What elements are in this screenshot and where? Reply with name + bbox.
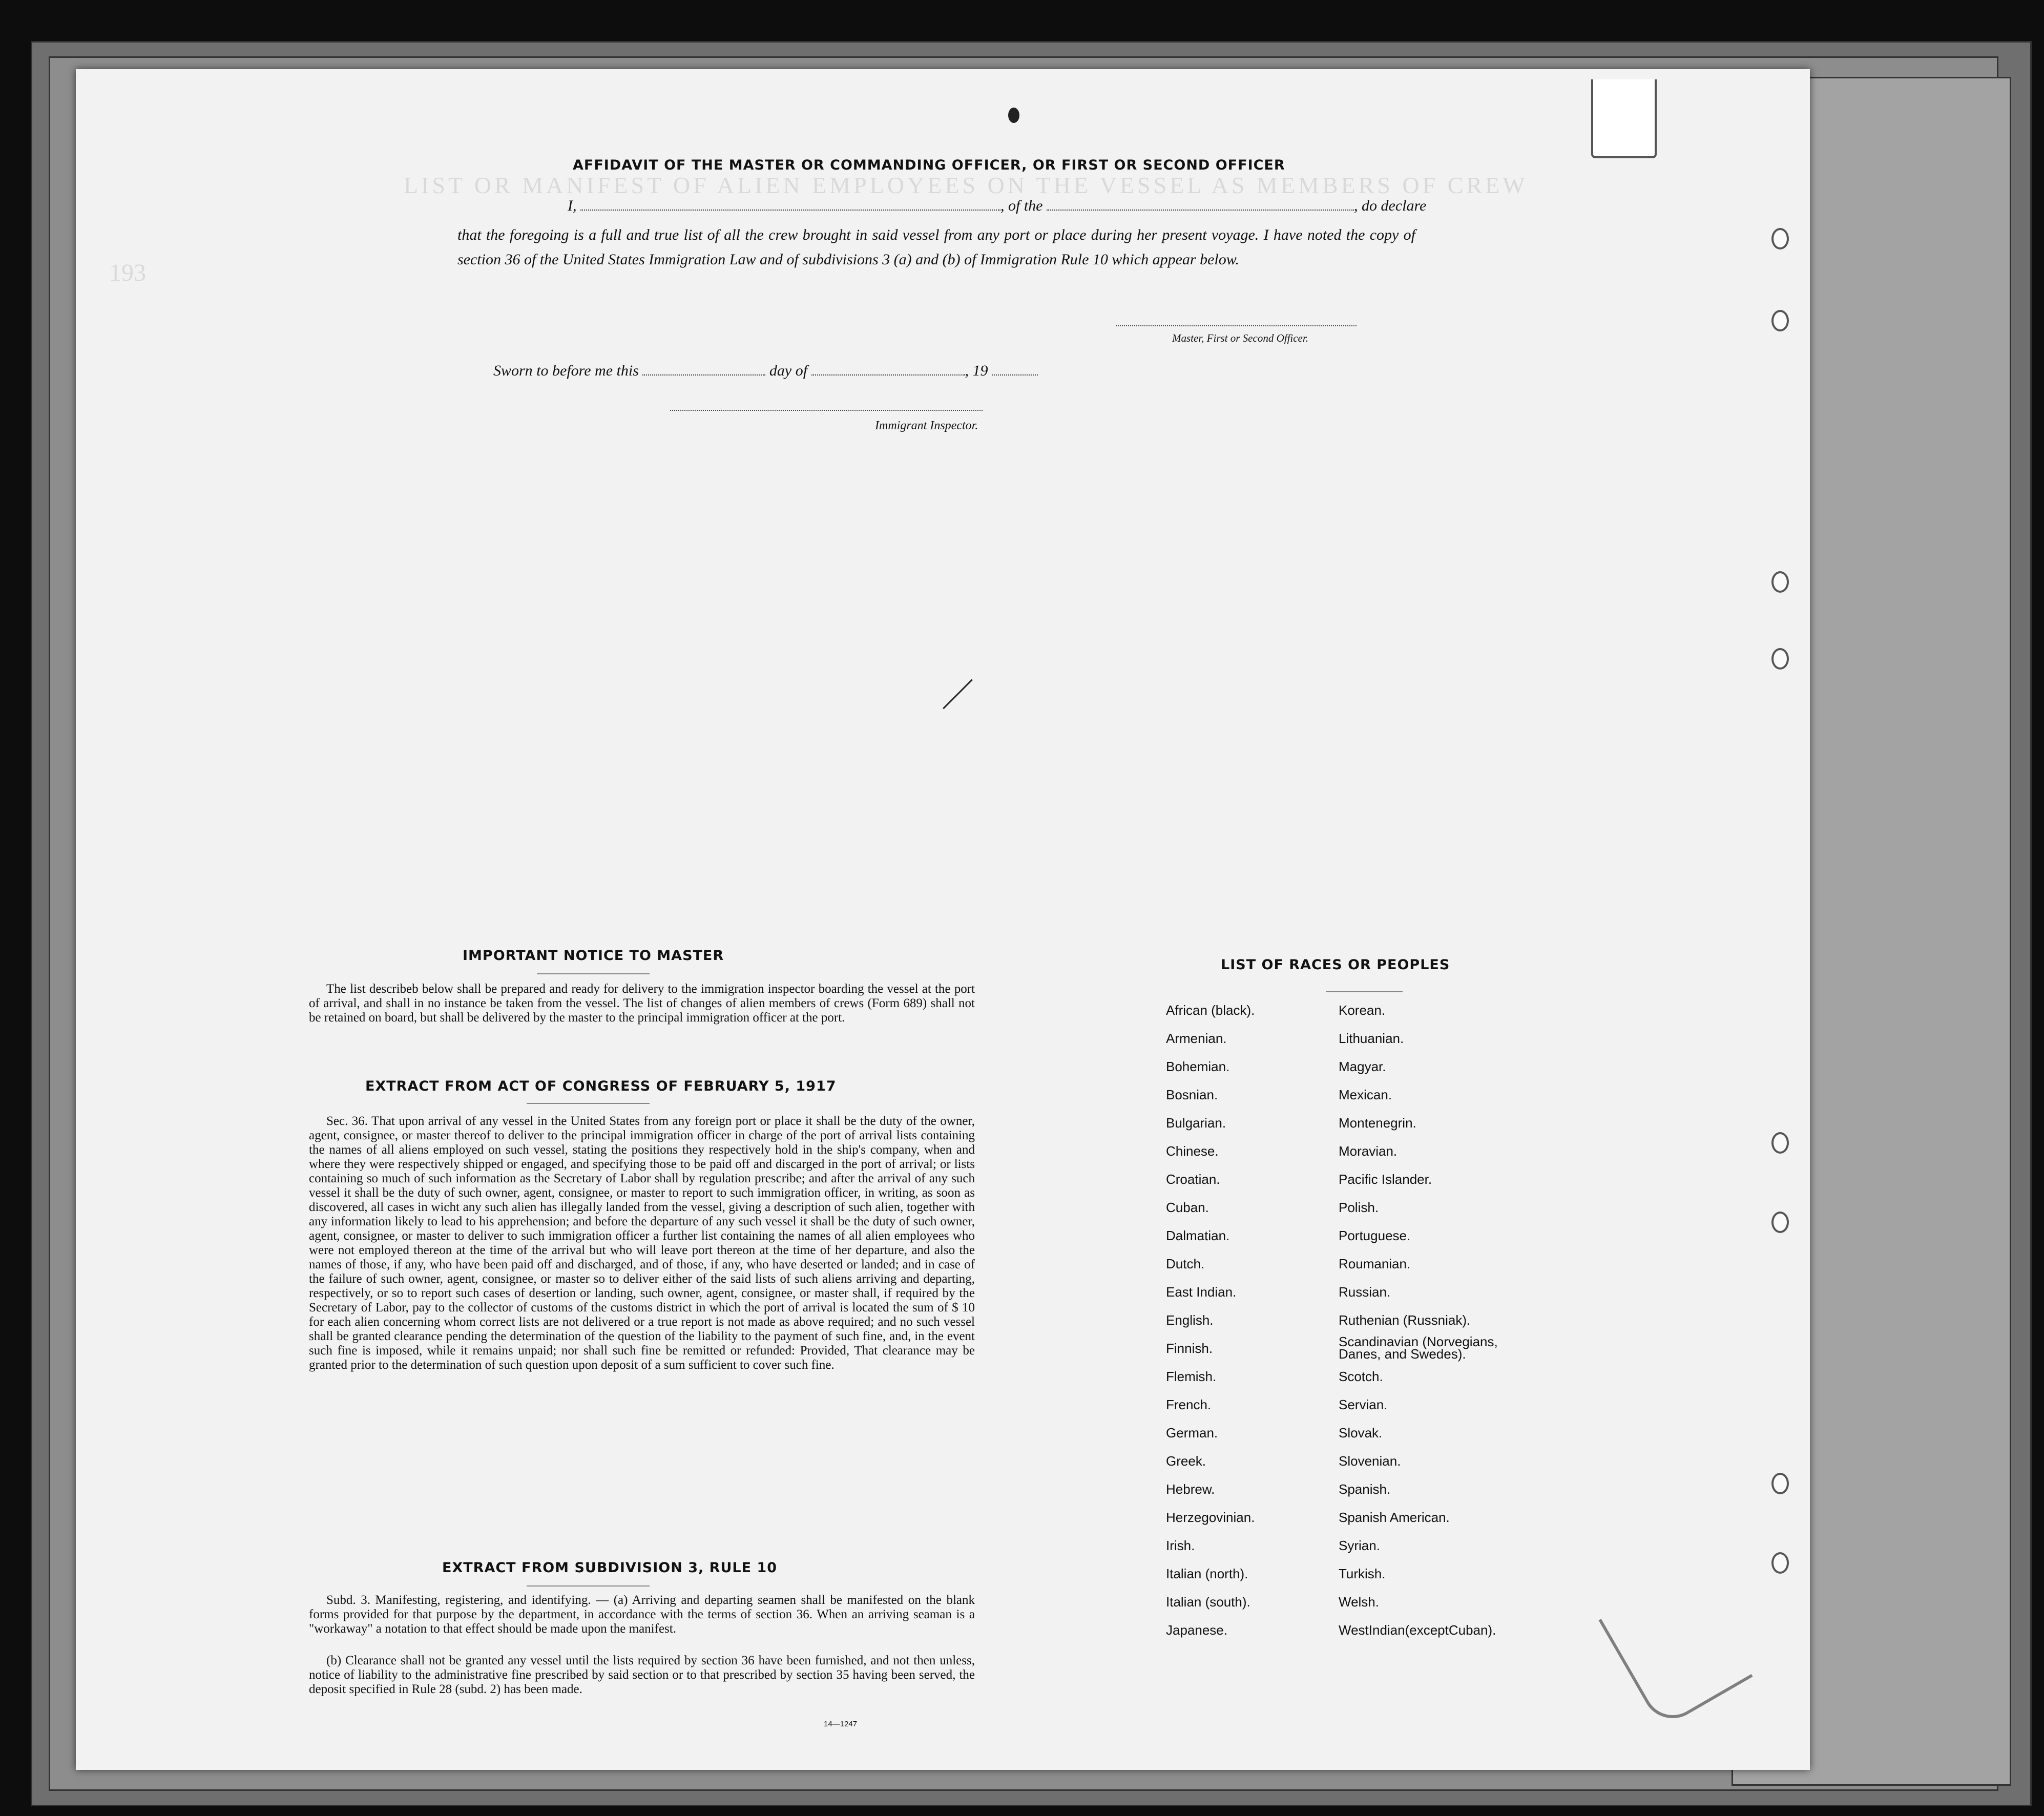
extract-act-title-rule (527, 1103, 650, 1104)
race-list-item: Dalmatian. (1166, 1228, 1230, 1243)
year-blank[interactable] (992, 374, 1038, 375)
race-list-item: Armenian. (1166, 1031, 1227, 1046)
race-list-item: Scandinavian (Norvegians, Danes, and Swedes). (1339, 1334, 1498, 1362)
race-list-item: Slovak. (1339, 1425, 1383, 1441)
form-number: 14—1247 (824, 1720, 858, 1728)
extract-rule-title-rule (527, 1585, 650, 1587)
handwritten-mark (1598, 1568, 1753, 1729)
race-list-item: German. (1166, 1425, 1218, 1441)
race-list-item: Cuban. (1166, 1200, 1209, 1215)
race-list-item: Dutch. (1166, 1256, 1205, 1271)
affidavit-statement: that the foregoing is a full and true list of all the crew brought in said vessel from any port or place during her present voyage. I have noted the copy of section 36 of the United States Immigration Law and of subdivisions 3 (a) and (b) of Immigration Rule 10 which appear below. (457, 226, 1415, 268)
race-list-item: WestIndian(exceptCuban). (1339, 1622, 1496, 1638)
race-list-item: Ruthenian (Russniak). (1339, 1312, 1471, 1328)
race-list-item: Polish. (1339, 1200, 1379, 1215)
race-list-item: Italian (north). (1166, 1566, 1248, 1581)
sworn-label: Sworn to before me this (493, 362, 639, 379)
inspector-signature-line[interactable] (670, 410, 983, 411)
binder-hole (1771, 1132, 1789, 1154)
race-list-item: English. (1166, 1312, 1214, 1328)
signature-line[interactable] (1116, 325, 1357, 326)
race-list-item: Flemish. (1166, 1369, 1217, 1384)
race-list-item: East Indian. (1166, 1284, 1237, 1300)
extract-act-text: Sec. 36. That upon arrival of any vessel in the United States from any foreign port or place it shall be the duty of the owner, agent, consignee, or master thereof to deliver to the principal immigration officer in charge of the port of arrival lists containing the names of all aliens employed on such vessel, stating the positions they respectively hold in the ship's company, when and where they were respectively shipped or engaged, and specifying those to be paid off and discarged in the port of arrival; or lists containing so much of such information as the Secretary of Labor shall by regulation prescribe; and after the arrival of any such vessel it shall be the duty of such owner, agent, consignee, or master to report to such immigration officer, in writing, as soon as discovered, all cases in wicht any such alien has illegally landed from the vessel, giving a description of such alien, together with any information likely to lead to his apprehension; and before the departure of any such vessel it shall be the duty of such owner, agent, consignee, or master to deliver to such immigration officer a further list containing the names of all alien employees who were not employed thereon at the time of the arrival but who will leave port thereon at the time of her departure, and also the names of those, if any, who have been paid off and discharged, and of those, if any, who have deserted or landed; and in case of the failure of such owner, agent, consignee, or master so to deliver either of the said lists of such aliens arriving and departing, respectively, or so to report such cases of desertion or landing, such owner, agent, consignee, or master shall, if required by the Secretary of Labor, pay to the collector of customs of the customs district in which the port of arrival is located the sum of $ 10 for each alien concerning whom correct lists are not delivered or a true report is not made as above required; and no such vessel shall be granted clearance pending the determination of the question of the liability to the payment of such fine, and, in the event such fine is imposed, while it remains unpaid; nor shall such fine be remitted or refunded: Provided, That clearance may be granted prior to the determination of such question upon deposit of a sum sufficient to cover such fine. (309, 1114, 975, 1372)
binder-hole (1771, 1212, 1789, 1233)
do-declare-label: , do declare (1354, 197, 1427, 214)
extract-rule-para-b: (b) Clearance shall not be granted any vessel until the lists required by section 36 have been furnished, and not then unless, notice of liability to the administrative fine prescribed by said section or to that prescribed by section 35 having been served, the deposit specified in Rule 28 (subd. 2) has been made. (309, 1654, 975, 1696)
race-list-item: Syrian. (1339, 1538, 1380, 1553)
race-list-item: Italian (south). (1166, 1594, 1250, 1610)
affidavit-title: AFFIDAVIT OF THE MASTER OR COMMANDING OFFICER, OR FIRST OR SECOND OFFICER (573, 157, 1285, 173)
race-list-item: Irish. (1166, 1538, 1195, 1553)
race-list-item: Bulgarian. (1166, 1115, 1226, 1131)
race-list-item: Slovenian. (1339, 1453, 1401, 1469)
race-list-item: Herzegovinian. (1166, 1510, 1255, 1525)
notice-title: IMPORTANT NOTICE TO MASTER (463, 948, 724, 964)
race-list-item: Mexican. (1339, 1087, 1392, 1102)
race-list-item: African (black). (1166, 1003, 1255, 1018)
race-list-item: Scotch. (1339, 1369, 1383, 1384)
race-list-item: Lithuanian. (1339, 1031, 1404, 1046)
binder-hole (1771, 310, 1789, 331)
binder-hole (1771, 1552, 1789, 1574)
race-list-item: Montenegrin. (1339, 1115, 1416, 1131)
declare-i-label: I, (568, 197, 577, 214)
name-blank[interactable] (580, 210, 1000, 211)
race-list-item: Spanish American. (1339, 1510, 1450, 1525)
year-label: , 19 (965, 362, 988, 379)
notice-title-rule (537, 973, 650, 974)
month-blank[interactable] (811, 374, 965, 375)
race-list-item: Korean. (1339, 1003, 1386, 1018)
extract-act-title: EXTRACT FROM ACT OF CONGRESS OF FEBRUARY 5, 1917 (365, 1078, 837, 1094)
race-list-item: Greek. (1166, 1453, 1206, 1469)
day-of-label: day of (769, 362, 808, 379)
races-title: LIST OF RACES OR PEOPLES (1221, 957, 1450, 973)
race-list-item: Hebrew. (1166, 1481, 1215, 1497)
race-list-item: Magyar. (1339, 1059, 1386, 1074)
binder-hole (1771, 571, 1789, 593)
binder-hole (1771, 228, 1789, 249)
race-list-item: Roumanian. (1339, 1256, 1411, 1271)
races-title-rule (1326, 991, 1403, 992)
race-list-item: Turkish. (1339, 1566, 1386, 1581)
paper-clip-tab (1591, 79, 1657, 158)
of-the-label: , of the (1000, 197, 1043, 214)
race-list-item: French. (1166, 1397, 1212, 1412)
race-list-item: Russian. (1339, 1284, 1391, 1300)
race-list-item: Spanish. (1339, 1481, 1391, 1497)
signature-label: Master, First or Second Officer. (1172, 332, 1308, 344)
race-list-item: Chinese. (1166, 1143, 1219, 1159)
binder-hole (1771, 1473, 1789, 1494)
affidavit-declaration-line (568, 197, 1426, 215)
race-list-item: Bohemian. (1166, 1059, 1230, 1074)
pen-mark (943, 679, 973, 709)
bleed-through-page-number: 193 (109, 259, 146, 286)
bleed-through-header: LIST OR MANIFEST OF ALIEN EMPLOYEES ON THE VESSEL AS MEMBERS OF CREW (404, 172, 1528, 198)
inspector-label: Immigrant Inspector. (875, 419, 978, 432)
extract-rule-para-a: Subd. 3. Manifesting, registering, and identifying. — (a) Arriving and departing seamen shall be manifested on the blank forms provided for that purpose by the department, in accordance with the terms of section 36. When an arriving seaman is a "workaway" a notation to that effect should be made upon the manifest. (309, 1593, 975, 1636)
race-list-item: Servian. (1339, 1397, 1388, 1412)
race-list-item: Portuguese. (1339, 1228, 1411, 1243)
race-list-item: Bosnian. (1166, 1087, 1218, 1102)
binder-hole (1771, 648, 1789, 670)
vessel-blank[interactable] (1047, 210, 1354, 211)
document-page (76, 69, 1810, 1770)
extract-rule-title: EXTRACT FROM SUBDIVISION 3, RULE 10 (442, 1560, 778, 1576)
race-list-item: Welsh. (1339, 1594, 1379, 1610)
race-list-item: Moravian. (1339, 1143, 1398, 1159)
day-blank[interactable] (642, 374, 765, 375)
race-list-item: Pacific Islander. (1339, 1172, 1432, 1187)
race-list-item: Croatian. (1166, 1172, 1220, 1187)
punch-hole-top (1008, 108, 1019, 123)
notice-text: The list describeb below shall be prepared and ready for delivery to the immigration inspector boarding the vessel at the port of arrival, and shall in no instance be taken from the vessel. The list of changes of alien members of crews (Form 689) shall not be retained on board, but shall be delivered by the master to the principal immigration officer at the port. (309, 982, 975, 1025)
race-list-item: Finnish. (1166, 1341, 1213, 1356)
sworn-line (493, 362, 1038, 380)
race-list-item: Japanese. (1166, 1622, 1227, 1638)
